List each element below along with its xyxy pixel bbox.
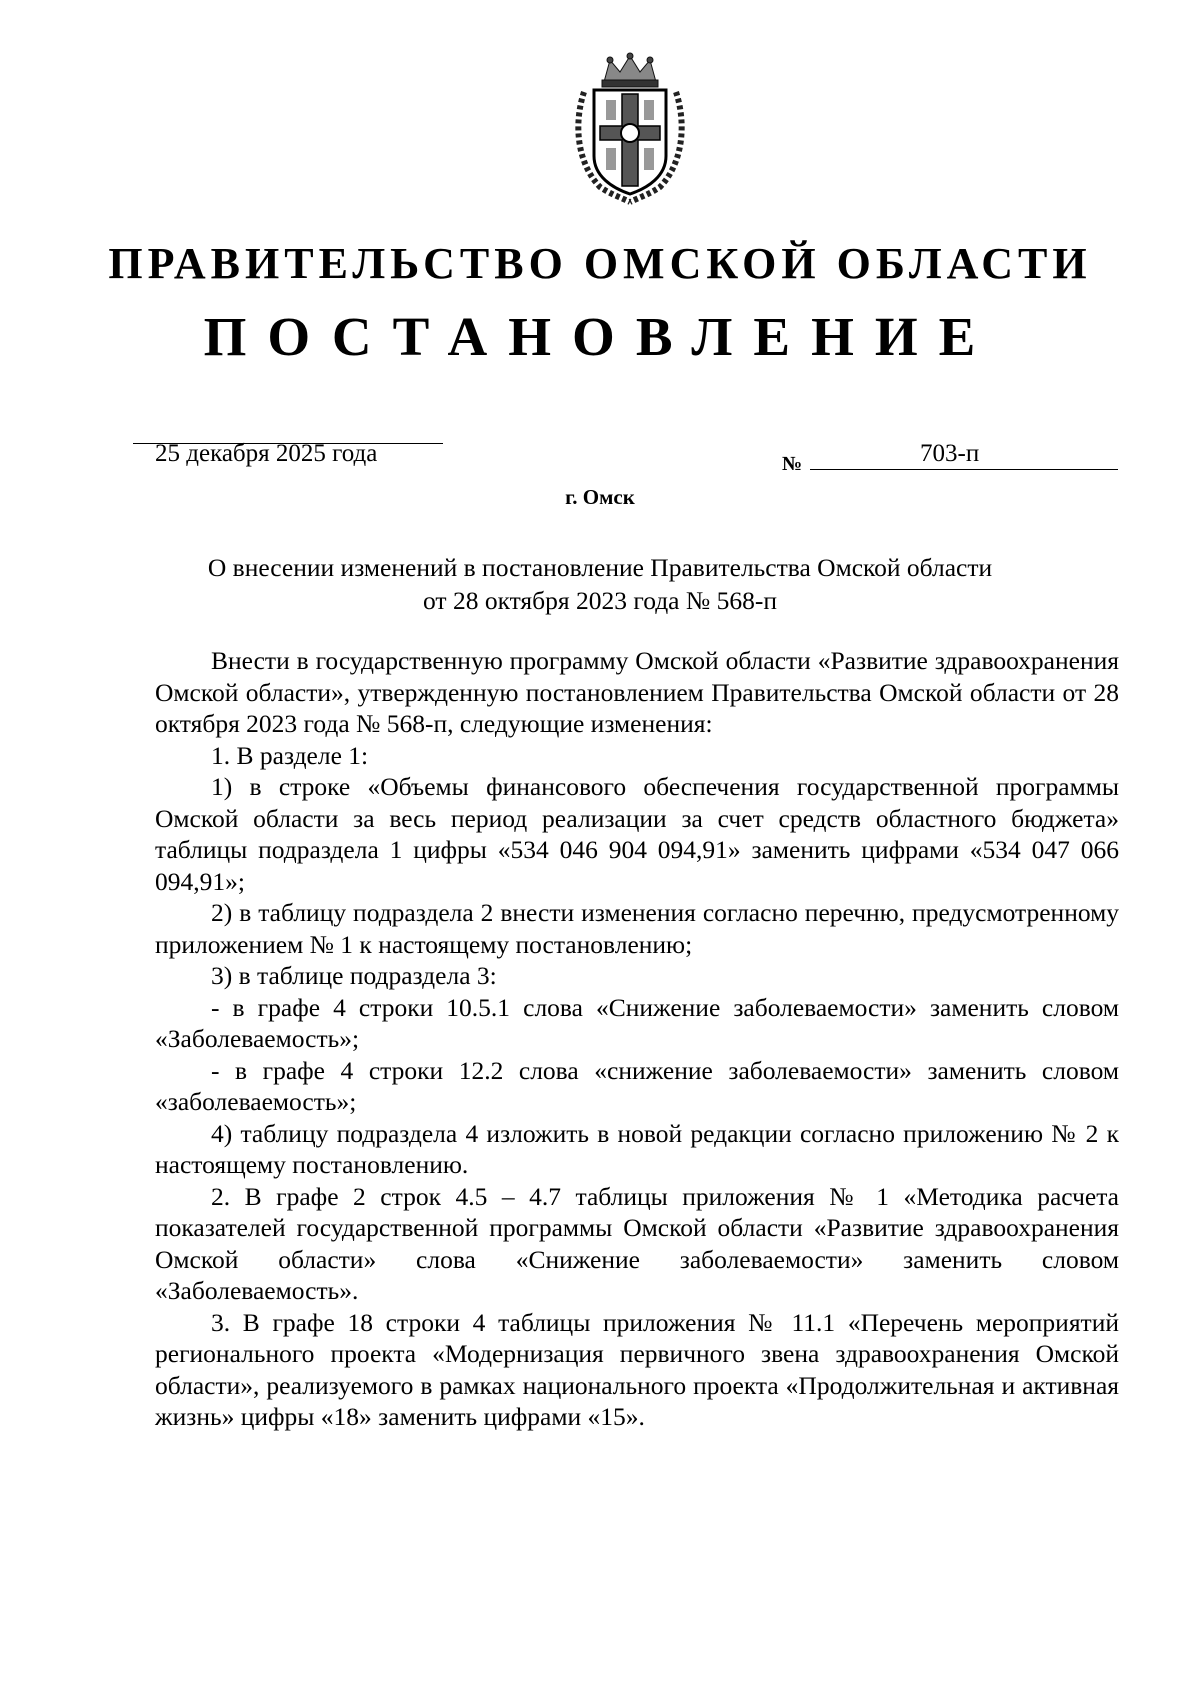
body-paragraph: Внести в государственную программу Омской области «Развитие здравоохранения Омской области», утвержденную постановлением Правительства Омской области от 28 октября 2023 года № 568-п, следующие изменения: (155, 646, 1119, 738)
body-paragraph: 2) в таблицу подраздела 2 внести изменения согласно перечню, предусмотренному приложением № 1 к настоящему постановлению; (155, 898, 1119, 959)
body-paragraph: 1) в строке «Объемы финансового обеспечения государственной программы Омской области за весь период реализации за счет средств областного бюджета» таблицы подраздела 1 цифры «534 046 904 094,91» заменить цифрами «534 047 066 094,91»; (155, 772, 1119, 896)
body-paragraph: 3) в таблице подраздела 3: (211, 961, 497, 990)
document-title (150, 551, 1050, 617)
body-paragraph: 4) таблицу подраздела 4 изложить в новой редакции согласно приложению № 2 к настоящему постановлению. (155, 1118, 1119, 1179)
date-underline (133, 443, 443, 444)
number-sign: № (782, 453, 803, 475)
body-paragraph: - в графе 4 строки 12.2 слова «снижение заболеваемости» заменить словом «заболеваемость»; (155, 1055, 1119, 1116)
document-type: ПОСТАНОВЛЕНИЕ (203, 306, 997, 367)
title-line-1: О внесении изменений в постановление Правительства Омской области (207, 553, 993, 582)
document-body (155, 645, 1119, 1433)
number-underline (810, 469, 1118, 470)
body-paragraph: 2. В графе 2 строк 4.5 – 4.7 таблицы приложения № 1 «Методика расчета показателей государственной программы Омской области «Развитие здравоохранения Омской области» слова «Снижение заболеваемости» заменить словом «Заболеваемость». (155, 1181, 1119, 1305)
coat-of-arms-icon (570, 52, 690, 207)
title-line-2: от 28 октября 2023 года № 568-п (423, 586, 777, 615)
document-date: 25 декабря 2025 года (155, 440, 378, 467)
body-paragraph: 3. В графе 18 строки 4 таблицы приложения № 11.1 «Перечень мероприятий регионального проекта «Модернизация первичного звена здравоохранения Омской области», реализуемого в рамках национального проекта «Продолжительная и активная жизнь» цифры «18» заменить цифрами «15». (155, 1307, 1119, 1431)
organization-name: ПРАВИТЕЛЬСТВО ОМСКОЙ ОБЛАСТИ (108, 239, 1092, 288)
body-paragraph: 1. В разделе 1: (211, 740, 369, 770)
body-paragraph: - в графе 4 строки 10.5.1 слова «Снижение заболеваемости» заменить словом «Заболеваемость»; (155, 992, 1119, 1053)
city: г. Омск (565, 485, 635, 509)
document-number: 703-п (920, 440, 980, 467)
